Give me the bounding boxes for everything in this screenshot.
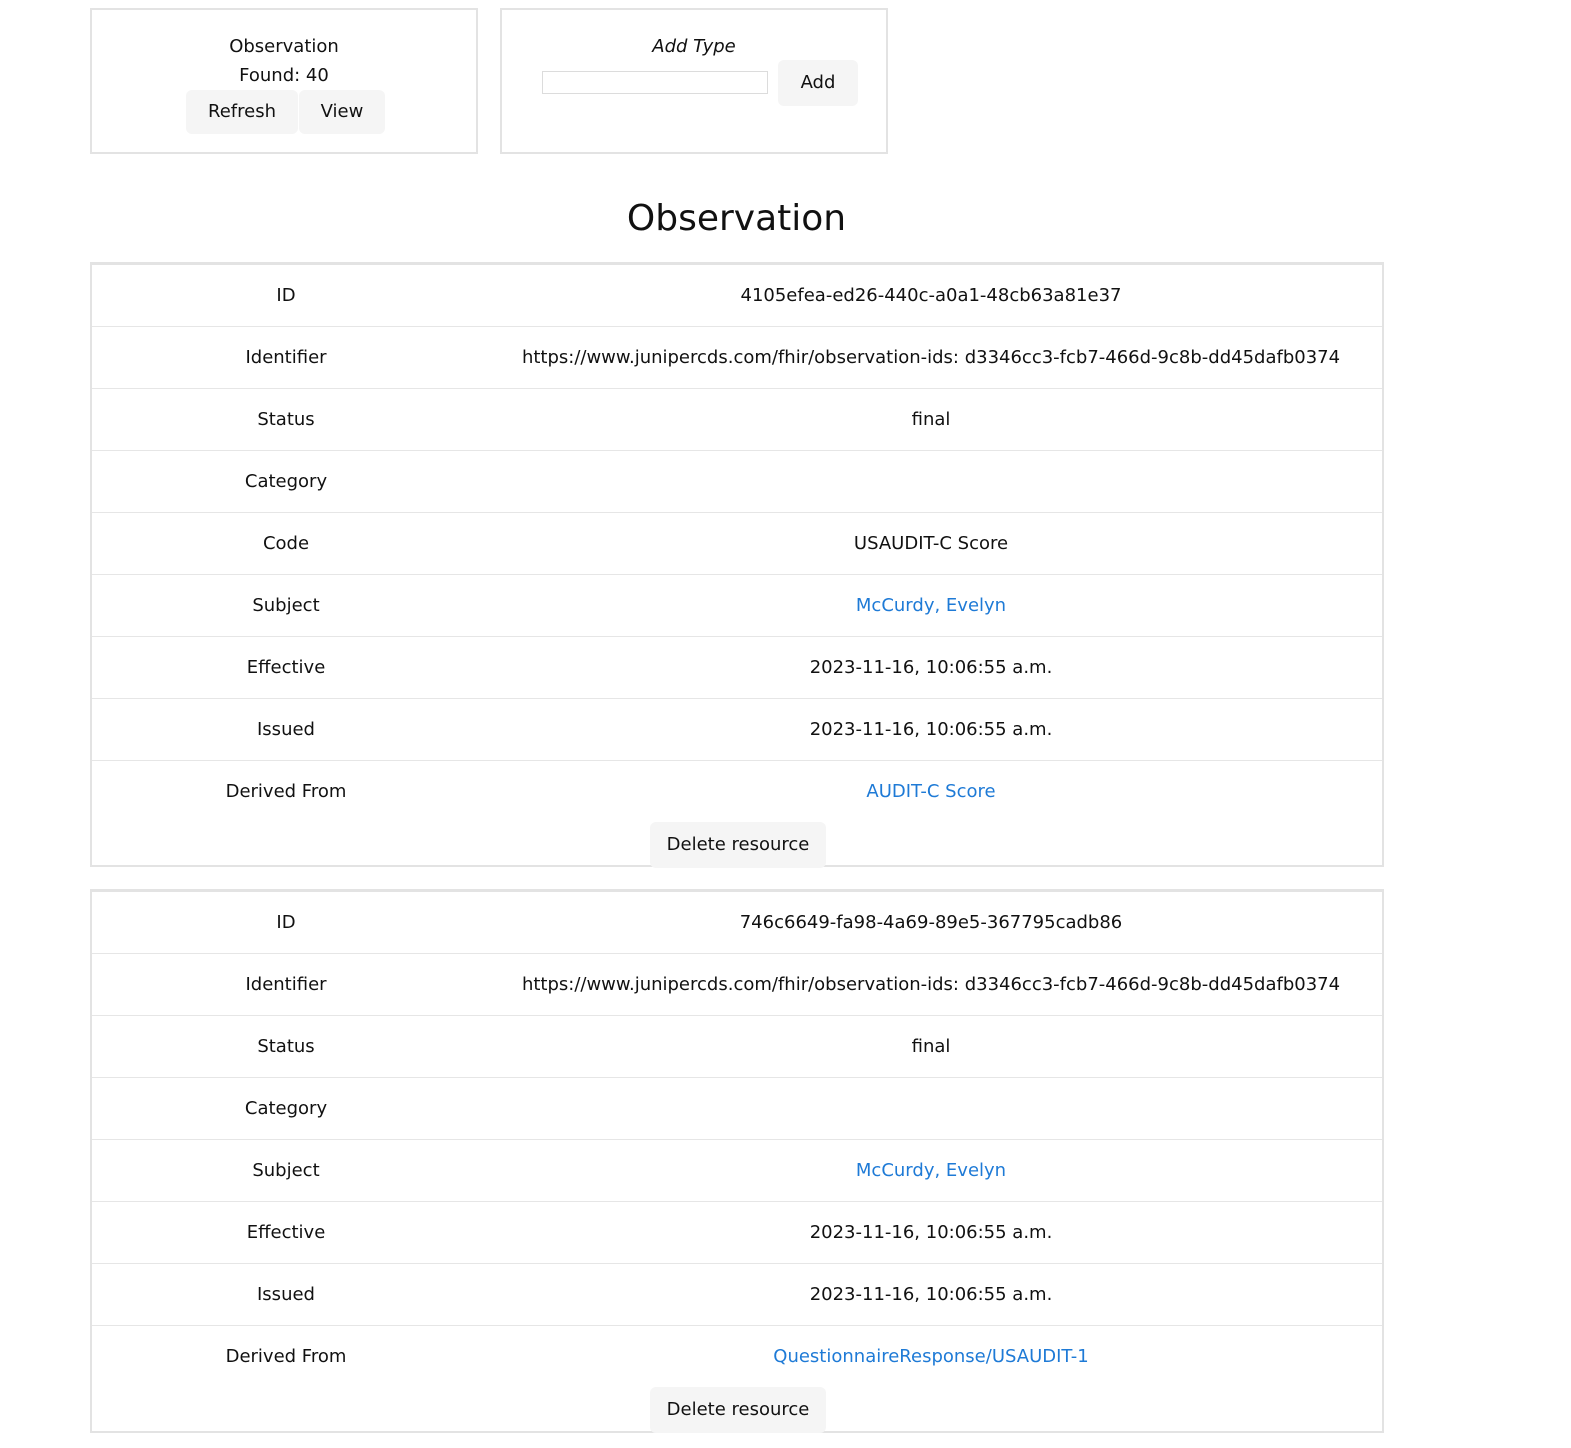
row-label: Issued xyxy=(257,1284,315,1305)
table-row xyxy=(92,265,1382,327)
row-label: Effective xyxy=(246,1222,326,1243)
row-value: final xyxy=(911,409,951,430)
delete-resource-button[interactable]: Delete resource xyxy=(650,1387,826,1433)
derived-from-link[interactable]: QuestionnaireResponse/USAUDIT-1 xyxy=(773,1346,1089,1367)
row-label: Effective xyxy=(246,657,326,678)
row-value xyxy=(480,595,1382,616)
row-value: https://www.junipercds.com/fhir/observation-ids: d3346cc3-fcb7-466d-9c8b-dd45dafb0374 xyxy=(521,347,1341,368)
table-row xyxy=(92,1078,1382,1140)
row-value: 2023-11-16, 10:06:55 a.m. xyxy=(809,719,1053,740)
resource-card xyxy=(90,262,1384,867)
summary-card xyxy=(90,8,478,154)
row-label: Category xyxy=(244,471,328,492)
table-row xyxy=(92,637,1382,699)
table-row xyxy=(92,1140,1382,1202)
table-row xyxy=(92,699,1382,761)
delete-area xyxy=(92,1387,1382,1435)
row-label: Subject xyxy=(252,595,320,616)
row-value xyxy=(480,1160,1382,1181)
row-label: Status xyxy=(257,409,315,430)
add-type-input[interactable] xyxy=(542,71,768,94)
table-row xyxy=(92,1016,1382,1078)
resource-card xyxy=(90,889,1384,1433)
row-label: ID xyxy=(276,285,296,306)
row-value xyxy=(480,781,1382,802)
refresh-button[interactable]: Refresh xyxy=(186,90,298,134)
row-value: 2023-11-16, 10:06:55 a.m. xyxy=(809,657,1053,678)
table-row xyxy=(92,892,1382,954)
row-label: Code xyxy=(262,533,310,554)
subject-link[interactable]: McCurdy, Evelyn xyxy=(855,1160,1007,1181)
add-type-card xyxy=(500,8,888,154)
row-label: ID xyxy=(276,912,296,933)
add-button[interactable]: Add xyxy=(778,60,858,106)
row-value: 2023-11-16, 10:06:55 a.m. xyxy=(809,1222,1053,1243)
row-value xyxy=(480,1346,1382,1367)
table-row xyxy=(92,513,1382,575)
summary-title: Observation xyxy=(229,36,339,57)
row-label: Derived From xyxy=(225,1346,347,1367)
view-button[interactable]: View xyxy=(299,90,385,134)
row-label: Identifier xyxy=(245,974,327,995)
row-label: Issued xyxy=(257,719,315,740)
row-value: USAUDIT-C Score xyxy=(853,533,1009,554)
table-row xyxy=(92,954,1382,1016)
row-label: Identifier xyxy=(245,347,327,368)
page-title: Observation xyxy=(626,198,847,239)
derived-from-link[interactable]: AUDIT-C Score xyxy=(866,781,996,802)
table-row xyxy=(92,575,1382,637)
delete-area xyxy=(92,822,1382,870)
delete-resource-button[interactable]: Delete resource xyxy=(650,822,826,868)
table-row xyxy=(92,1264,1382,1326)
table-row xyxy=(92,389,1382,451)
row-label: Status xyxy=(257,1036,315,1057)
row-value: 746c6649-fa98-4a69-89e5-367795cadb86 xyxy=(739,912,1123,933)
row-label: Category xyxy=(244,1098,328,1119)
table-row xyxy=(92,327,1382,389)
found-count: Found: 40 xyxy=(239,65,329,86)
row-label: Derived From xyxy=(225,781,347,802)
table-row xyxy=(92,1326,1382,1387)
row-value: final xyxy=(911,1036,951,1057)
table-row xyxy=(92,451,1382,513)
row-value: 4105efea-ed26-440c-a0a1-48cb63a81e37 xyxy=(740,285,1122,306)
subject-link[interactable]: McCurdy, Evelyn xyxy=(855,595,1007,616)
add-type-title: Add Type xyxy=(652,36,736,57)
row-value: https://www.junipercds.com/fhir/observation-ids: d3346cc3-fcb7-466d-9c8b-dd45dafb0374 xyxy=(521,974,1341,995)
row-value: 2023-11-16, 10:06:55 a.m. xyxy=(809,1284,1053,1305)
row-label: Subject xyxy=(252,1160,320,1181)
table-row xyxy=(92,1202,1382,1264)
table-row xyxy=(92,761,1382,822)
